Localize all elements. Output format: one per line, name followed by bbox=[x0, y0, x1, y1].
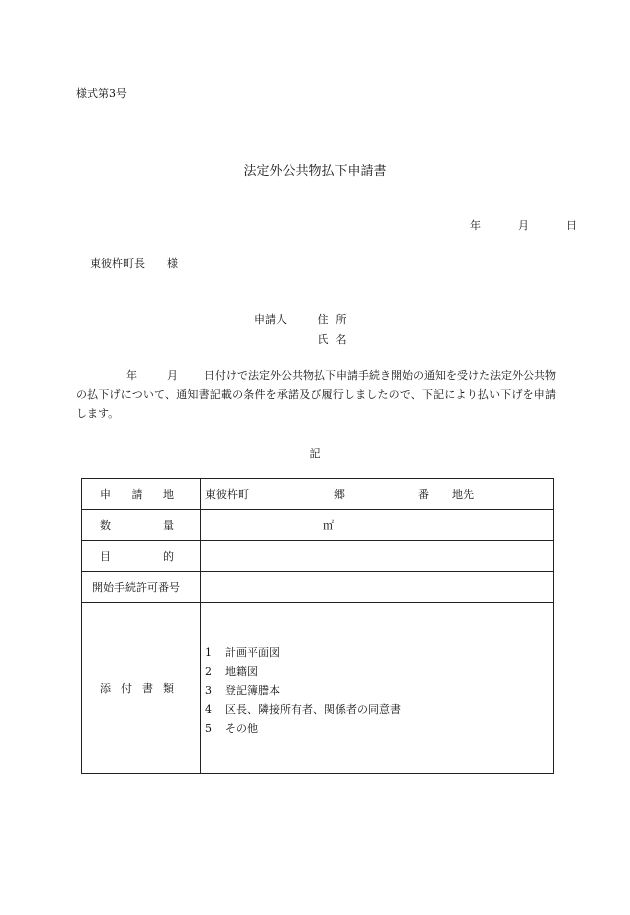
body-paragraph bbox=[76, 366, 556, 423]
list-item: 5 その他 bbox=[205, 721, 258, 735]
detail-table bbox=[81, 478, 554, 774]
address-label: 住 所 bbox=[317, 313, 347, 326]
location-ban: 番 bbox=[418, 488, 429, 501]
addressee-name: 東彼杵町長 bbox=[90, 257, 145, 270]
ki-heading: 記 bbox=[309, 447, 321, 460]
list-item: 2 地籍図 bbox=[205, 664, 258, 678]
permit-label: 開始手続許可番号 bbox=[82, 572, 201, 603]
date-line bbox=[470, 217, 577, 233]
permit-value bbox=[201, 572, 554, 603]
date-day: 日 bbox=[566, 219, 577, 232]
location-go: 郷 bbox=[334, 488, 345, 501]
document-title: 法定外公共物払下申請書 bbox=[243, 164, 387, 179]
list-item: 3 登記簿謄本 bbox=[205, 683, 280, 697]
table-row-quantity bbox=[82, 510, 554, 541]
location-chisaki: 地先 bbox=[452, 488, 474, 501]
quantity-label: 数 量 bbox=[82, 510, 201, 541]
name-label: 氏 名 bbox=[317, 333, 347, 346]
date-month: 月 bbox=[518, 219, 529, 232]
body-year: 年 bbox=[126, 369, 137, 382]
applicant-address-row bbox=[254, 311, 347, 327]
location-value bbox=[201, 479, 554, 510]
purpose-value bbox=[201, 541, 554, 572]
location-label: 申 請 地 bbox=[82, 479, 201, 510]
attachments-label: 添 付 書 類 bbox=[82, 603, 201, 774]
location-town: 東彼杵町 bbox=[205, 488, 249, 501]
table-row-permit bbox=[82, 572, 554, 603]
table-row-purpose bbox=[82, 541, 554, 572]
addressee-honorific: 様 bbox=[167, 257, 178, 270]
quantity-value bbox=[201, 510, 554, 541]
date-year: 年 bbox=[470, 219, 481, 232]
quantity-unit: ㎡ bbox=[323, 519, 334, 532]
purpose-label: 目 的 bbox=[82, 541, 201, 572]
addressee bbox=[90, 255, 178, 271]
table-row-attachments bbox=[82, 603, 554, 774]
list-item: 1 計画平面図 bbox=[205, 645, 280, 659]
applicant-label: 申請人 bbox=[254, 313, 287, 326]
table-row-location bbox=[82, 479, 554, 510]
list-item: 4 区長、隣接所有者、関係者の同意書 bbox=[205, 702, 401, 716]
attachments-list bbox=[205, 639, 553, 738]
applicant-name-row bbox=[254, 331, 347, 347]
body-month: 月 bbox=[167, 369, 178, 382]
body-text: 日付けで法定外公共物払下申請手続き開始の通知を受けた法定外公共物の払下げについて、通知書記載の条件を承諾及び履行しましたので、下記により払い下げを申請します。 bbox=[76, 369, 556, 420]
attachments-value bbox=[201, 603, 554, 774]
form-number: 様式第3号 bbox=[76, 87, 127, 100]
